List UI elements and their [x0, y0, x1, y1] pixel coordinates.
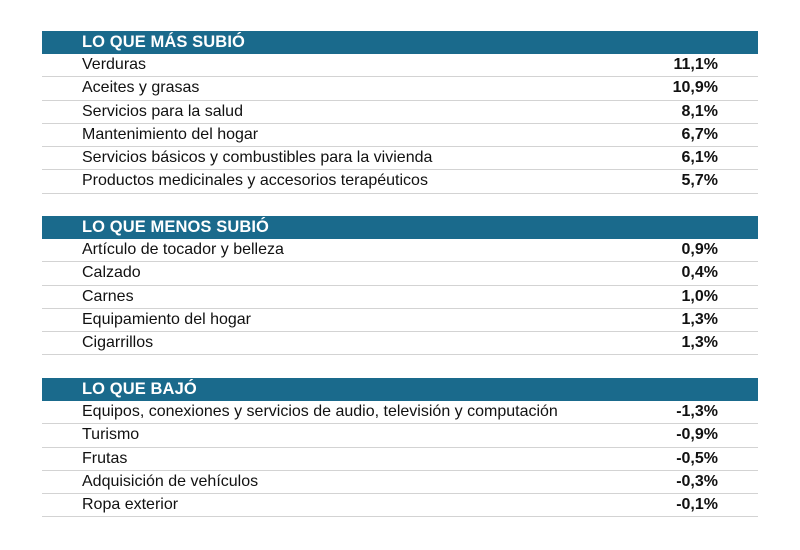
row-value: 1,3%	[681, 310, 718, 328]
table-row	[42, 494, 758, 517]
table-row	[42, 424, 758, 447]
row-label: Equipamiento del hogar	[82, 310, 252, 328]
row-label: Calzado	[82, 264, 141, 282]
row-value: 0,9%	[681, 241, 718, 258]
table-row	[42, 448, 758, 471]
row-value: -0,9%	[676, 426, 718, 444]
row-value: 6,7%	[681, 125, 718, 143]
row-label: Mantenimiento del hogar	[82, 125, 259, 143]
table-row	[42, 309, 758, 332]
section-mas-subio	[42, 31, 758, 194]
table-row	[42, 147, 758, 170]
row-label: Artículo de tocador y belleza	[82, 241, 284, 258]
table-row	[42, 332, 758, 355]
row-label: Equipos, conexiones y servicios de audio, televisión y computación	[82, 403, 558, 420]
row-label: Frutas	[82, 449, 128, 467]
table-row	[42, 54, 758, 77]
section-header: LO QUE MENOS SUBIÓ	[42, 216, 758, 239]
table-row	[42, 170, 758, 193]
table-row	[42, 101, 758, 124]
section-bajo	[42, 378, 758, 517]
table-row	[42, 239, 758, 262]
table-row	[42, 124, 758, 147]
row-label: Servicios básicos y combustibles para la vivienda	[82, 149, 433, 167]
row-label: Cigarrillos	[82, 334, 154, 352]
row-value: -0,1%	[676, 496, 718, 514]
row-label: Servicios para la salud	[82, 102, 243, 120]
table-row	[42, 262, 758, 285]
row-label: Verduras	[82, 56, 147, 73]
table-row	[42, 401, 758, 424]
row-value: -1,3%	[676, 403, 718, 420]
section-header: LO QUE BAJÓ	[42, 378, 758, 401]
row-label: Ropa exterior	[82, 496, 179, 514]
row-value: 1,0%	[681, 287, 718, 305]
table-row	[42, 471, 758, 494]
row-label: Turismo	[82, 426, 140, 444]
table-row	[42, 286, 758, 309]
row-label: Productos medicinales y accesorios terapéuticos	[82, 172, 428, 190]
row-label: Adquisición de vehículos	[82, 472, 259, 490]
row-value: 1,3%	[681, 334, 718, 352]
row-value: 5,7%	[681, 172, 718, 190]
row-value: 8,1%	[681, 102, 718, 120]
row-label: Aceites y grasas	[82, 79, 200, 97]
table-row	[42, 77, 758, 100]
row-value: -0,3%	[676, 472, 718, 490]
section-menos-subio	[42, 216, 758, 355]
row-value: 0,4%	[681, 264, 718, 282]
row-label: Carnes	[82, 287, 134, 305]
row-value: 10,9%	[672, 79, 718, 97]
section-header: LO QUE MÁS SUBIÓ	[42, 31, 758, 54]
row-value: -0,5%	[676, 449, 718, 467]
row-value: 11,1%	[673, 56, 718, 73]
row-value: 6,1%	[681, 149, 718, 167]
